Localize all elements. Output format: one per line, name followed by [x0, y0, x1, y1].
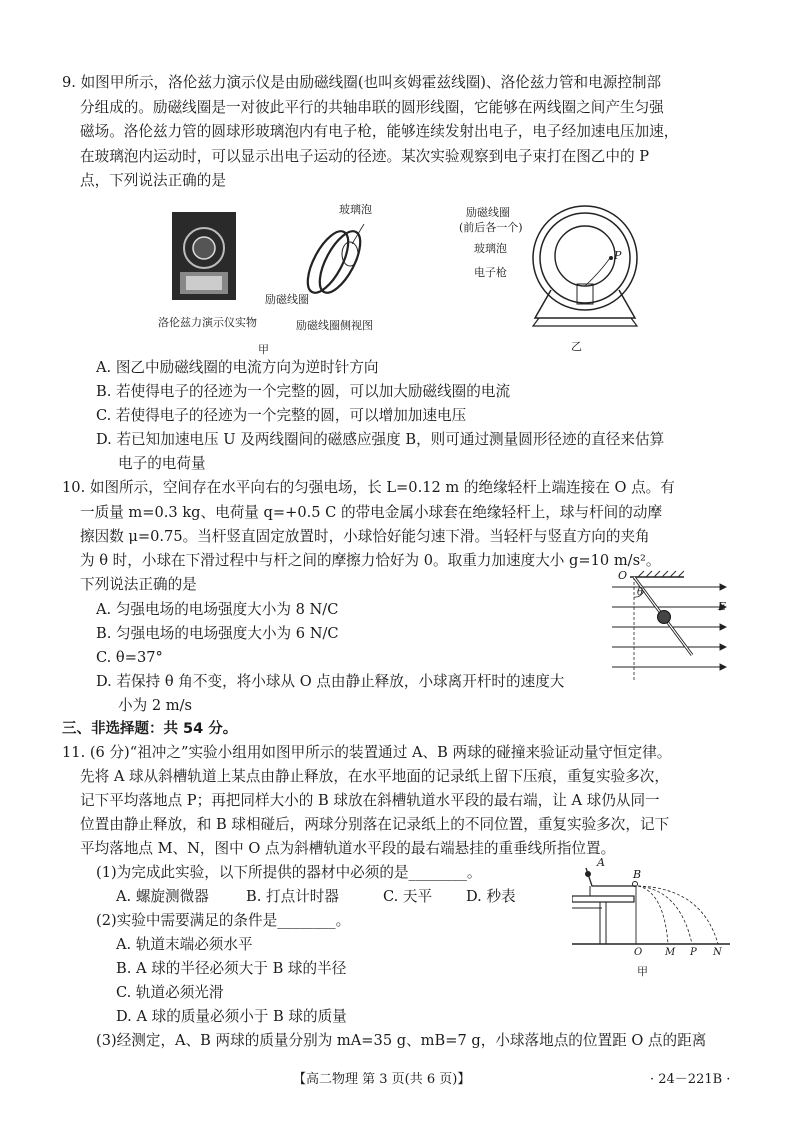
footer-code: · 24－221B · [650, 1072, 731, 1087]
q9-line-5: 点，下列说法正确的是 [80, 172, 226, 189]
q11-line-5: 平均落地点 M、N，图中 O 点为斜槽轨道水平段的最右端悬挂的重垂线所指位置。 [80, 840, 616, 857]
q11-sub1: (1)为完成此实验，以下所提供的器材中必须的是________。 [96, 864, 482, 881]
coil-side-view-diagram [298, 214, 378, 308]
photo-caption: 洛伦兹力演示仪实物 [158, 316, 257, 329]
q11-sub1-option-c: C. 天平 [383, 888, 433, 905]
q9-line-4: 在玻璃泡内运动时，可以显示出电子运动的径迹。某次实验观察到电子束打在图乙中的 P [80, 148, 650, 165]
q10-label-theta: θ [637, 587, 644, 598]
q10-line-2: 一质量 m=0.3 kg、电荷量 q=+0.5 C 的带电金属小球套在绝缘轻杆上，球与杆间的动摩 [80, 504, 663, 521]
yi-label-bulb: 玻璃泡 [474, 242, 507, 255]
q11-label-n: N [713, 947, 722, 958]
yi-label-coil-note: (前后各一个) [459, 221, 523, 234]
label-bulb: 玻璃泡 [339, 203, 372, 216]
footer-page-info: 【高二物理 第 3 页(共 6 页)】 [293, 1072, 471, 1087]
q10-option-d-cont: 小为 2 m/s [118, 697, 192, 714]
section-3-heading: 三、非选择题：共 54 分。 [62, 721, 238, 737]
collision-apparatus-diagram [572, 860, 732, 964]
q10-line-5: 下列说法正确的是 [80, 576, 197, 593]
yi-label-p: P [614, 249, 622, 262]
q10-line-4: 为 θ 时，小球在下滑过程中与杆之间的摩擦力恰好为 0。取重力加速度大小 g=10 m/s²。 [80, 552, 661, 569]
q11-label-o: O [634, 947, 643, 958]
q10-line-3: 擦因数 μ=0.75。当杆竖直固定放置时，小球恰好能匀速下滑。当轻杆与竖直方向的夹角 [80, 528, 650, 545]
q9-line-2: 分组成的。励磁线圈是一对彼此平行的共轴串联的圆形线圈，它能够在两线圈之间产生匀强 [80, 99, 664, 116]
q11-fig-label-jia: 甲 [637, 965, 648, 978]
fig-label-jia: 甲 [258, 343, 269, 356]
q9-option-d-cont: 电子的电荷量 [118, 455, 206, 472]
q11-sub1-option-b: B. 打点计时器 [246, 888, 339, 905]
q11-label-b: B [633, 868, 642, 881]
q11-sub2-option-d: D. A 球的质量必须小于 B 球的质量 [116, 1008, 347, 1025]
q11-sub2-option-c: C. 轨道必须光滑 [116, 984, 224, 1001]
q10-line-1: 10. 如图所示，空间存在水平向右的匀强电场，长 L=0.12 m 的绝缘轻杆上端连接在 O 点。有 [62, 479, 675, 496]
yi-label-gun: 电子枪 [474, 266, 507, 279]
q10-option-c: C. θ=37° [96, 649, 163, 666]
q10-label-e: E [718, 600, 727, 613]
q9-line-1: 9. 如图甲所示，洛伦兹力演示仪是由励磁线圈(也叫亥姆霍兹线圈)、洛伦兹力管和电源控制部 [62, 74, 662, 91]
q11-sub3: (3)经测定，A、B 两球的质量分别为 mA=35 g、mB=7 g，小球落地点的位置距 O 点的距离 [96, 1032, 707, 1049]
q9-option-d: D. 若已知加速电压 U 及两线圈间的磁感应强度 B，则可通过测量圆形径迹的直径来估算 [96, 431, 665, 448]
label-coil: 励磁线圈 [265, 293, 309, 306]
q9-option-a: A. 图乙中励磁线圈的电流方向为逆时针方向 [96, 359, 379, 376]
q11-sub2-option-b: B. A 球的半径必须大于 B 球的半径 [116, 960, 347, 977]
q9-line-3: 磁场。洛伦兹力管的圆球形玻璃泡内有电子枪，能够连续发射出电子，电子经加速电压加速， [80, 123, 679, 140]
lorentz-apparatus-photo [172, 212, 236, 300]
coil-caption: 励磁线圈侧视图 [296, 319, 373, 332]
bulb-front-view-diagram [525, 202, 645, 331]
q9-option-b: B. 若使得电子的径迹为一个完整的圆，可以加大励磁线圈的电流 [96, 383, 511, 400]
q10-option-b: B. 匀强电场的电场强度大小为 6 N/C [96, 625, 339, 642]
q11-line-1: 11. (6 分)“祖冲之”实验小组用如图甲所示的装置通过 A、B 两球的碰撞来验证动量守恒定律。 [62, 744, 672, 761]
q11-line-3: 记下平均落地点 P；再把同样大小的 B 球放在斜槽轨道水平段的最右端，让 A 球仍从同一 [80, 792, 660, 809]
q11-label-p: P [690, 947, 697, 958]
q11-sub1-option-a: A. 螺旋测微器 [116, 888, 209, 905]
q11-sub2-option-a: A. 轨道末端必须水平 [116, 936, 253, 953]
rod-field-diagram [612, 569, 737, 693]
q10-option-a: A. 匀强电场的电场强度大小为 8 N/C [96, 601, 339, 618]
yi-label-coil: 励磁线圈 [466, 206, 510, 219]
q10-label-o: O [618, 569, 628, 582]
q11-line-2: 先将 A 球从斜槽轨道上某点由静止释放，在水平地面的记录纸上留下压痕，重复实验多次， [80, 768, 669, 785]
q11-label-a: A [597, 856, 605, 869]
q11-sub1-option-d: D. 秒表 [466, 888, 516, 905]
q11-label-m: M [665, 947, 676, 958]
q9-option-c: C. 若使得电子的径迹为一个完整的圆，可以增加加速电压 [96, 407, 467, 424]
q11-line-4: 位置由静止释放，和 B 球相碰后，两球分别落在记录纸上的不同位置，重复实验多次，记下 [80, 816, 670, 833]
q10-option-d: D. 若保持 θ 角不变，将小球从 O 点由静止释放，小球离开杆时的速度大 [96, 673, 565, 690]
q11-sub2: (2)实验中需要满足的条件是________。 [96, 912, 351, 929]
fig-label-yi: 乙 [571, 340, 582, 353]
